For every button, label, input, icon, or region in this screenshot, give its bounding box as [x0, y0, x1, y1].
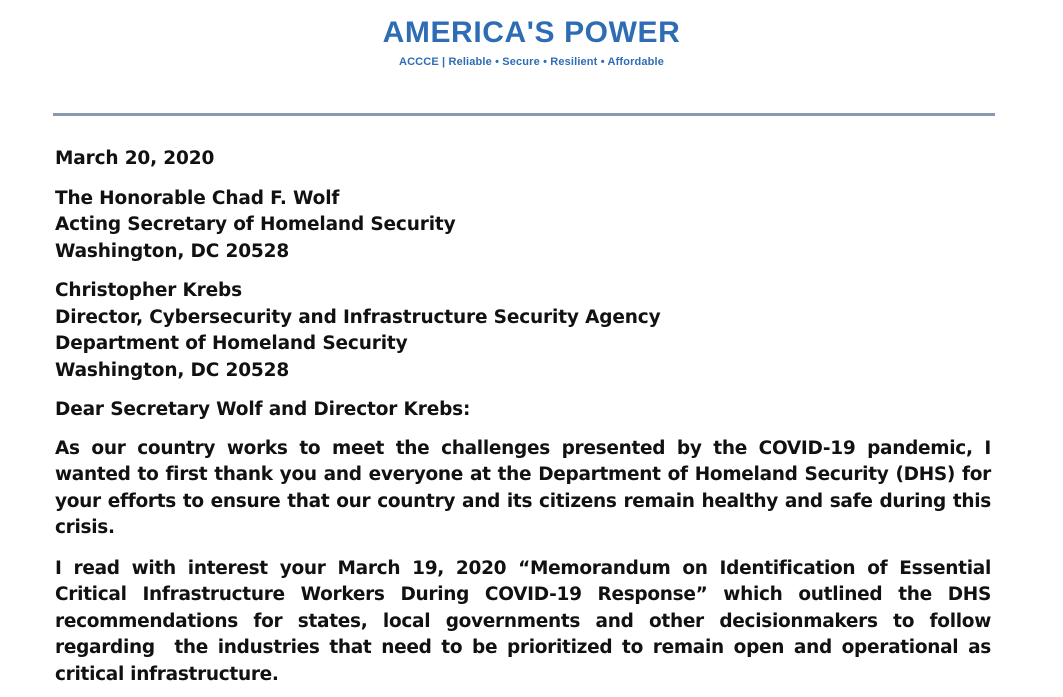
brand-tagline: ACCCE | Reliable • Secure • Resilient • Affordable — [398, 56, 664, 69]
body-paragraph: I read with interest your March 19, 2020 “Memorandum on Identification of Essential Critical Infrastructure Workers During COVID-19 Response” which outlined the DHS recommendations for states, local governments and other decisionmakers to follow regarding the industries that need to be prioritized to remain open and operational as critical infrastructure. — [55, 557, 998, 685]
recipient-address-1 — [55, 186, 991, 266]
address-line: Director, Cybersecurity and Infrastructure Security Agency — [55, 306, 661, 328]
recipient-address-2 — [55, 278, 991, 384]
address-line: Acting Secretary of Homeland Security — [55, 214, 456, 235]
header-divider — [53, 113, 995, 116]
address-line: Christopher Krebs — [55, 280, 243, 301]
letter-date: March 20, 2020 — [55, 148, 215, 169]
address-line: Washington, DC 20528 — [55, 359, 290, 381]
address-line: Department of Homeland Security — [55, 333, 408, 354]
salutation: Dear Secretary Wolf and Director Krebs: — [55, 399, 471, 420]
letterhead — [0, 0, 1063, 68]
address-line: Washington, DC 20528 — [55, 240, 290, 262]
brand-name: AMERICA'S POWER — [382, 16, 681, 49]
letter-body — [55, 146, 998, 688]
address-line: The Honorable Chad F. Wolf — [55, 187, 340, 209]
body-paragraph: As our country works to meet the challenges presented by the COVID-19 pandemic, I wanted to first thank you and everyone at the Department of Homeland Security (DHS) for your efforts to ensure that our country and its citizens remain healthy and safe during this crisis. — [55, 437, 998, 538]
